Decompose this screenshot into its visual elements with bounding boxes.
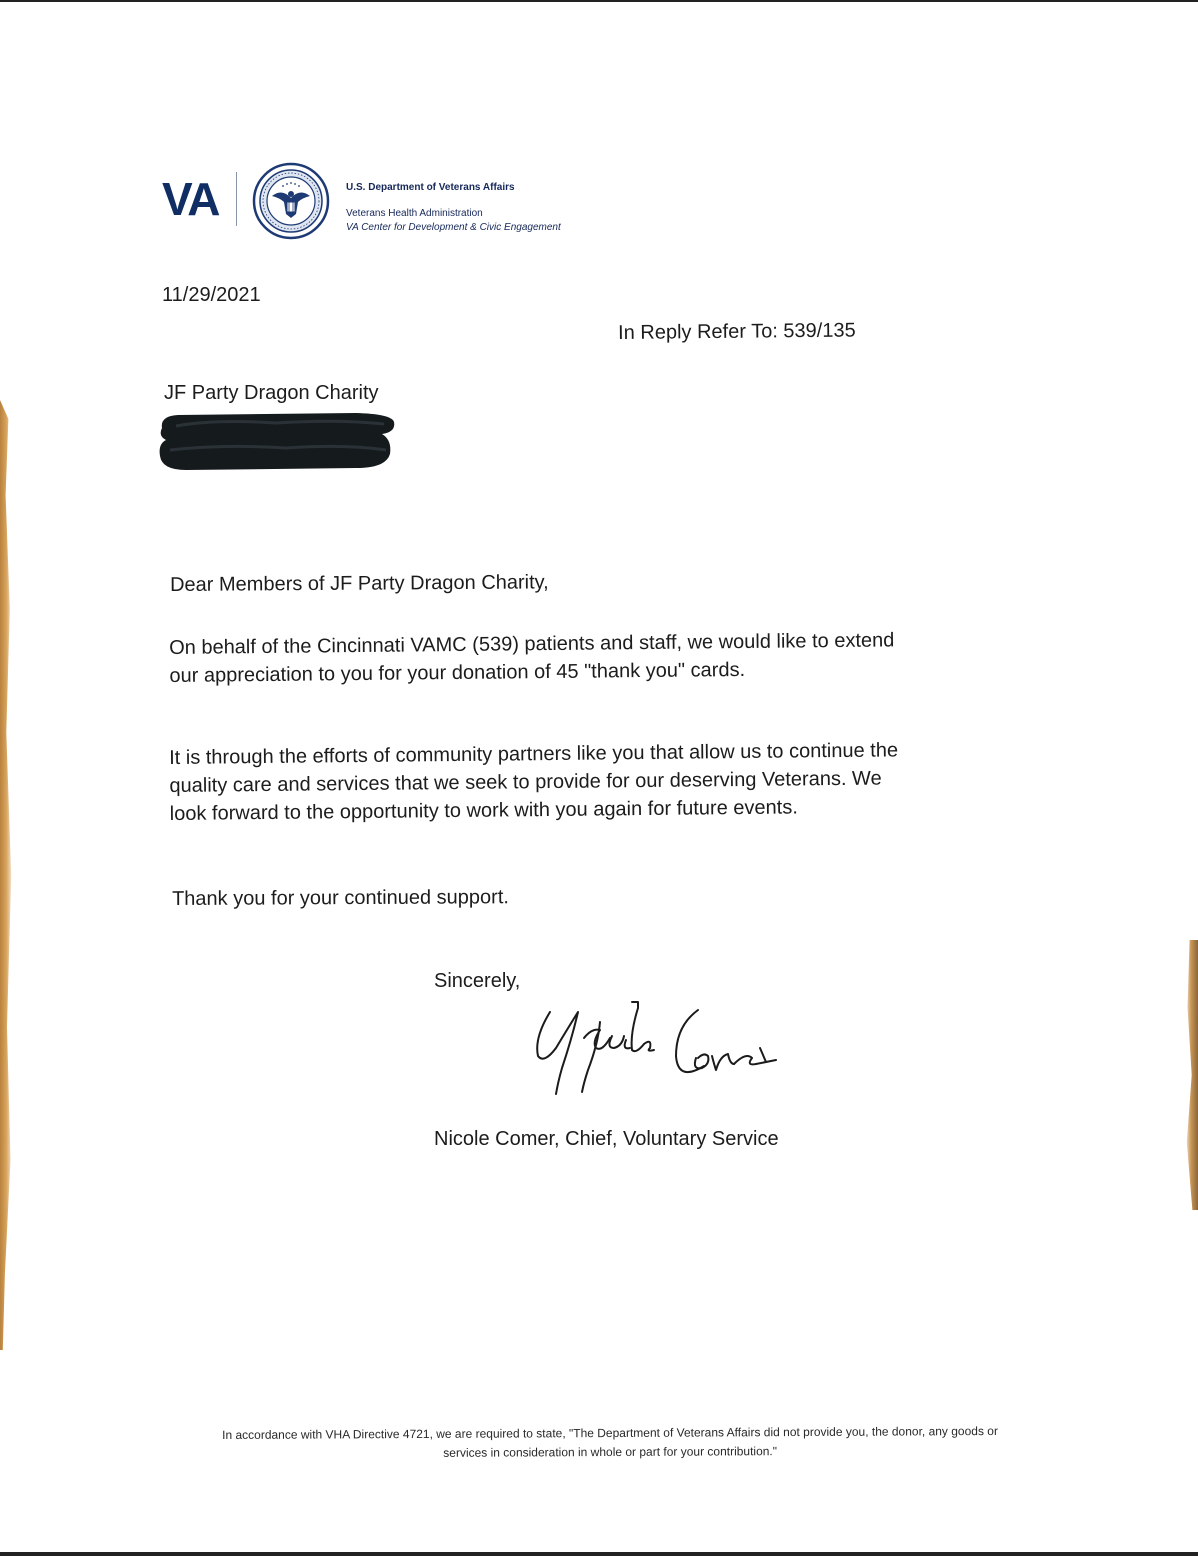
paragraph-line: look forward to the opportunity to work with you again for future events. xyxy=(169,796,798,825)
recipient-name: JF Party Dragon Charity xyxy=(164,382,379,404)
letterhead-divider xyxy=(236,172,237,226)
page-edge-bottom xyxy=(0,1552,1198,1556)
paragraph-appreciation xyxy=(169,626,895,690)
va-seal-icon xyxy=(252,162,330,240)
letterhead xyxy=(160,158,620,242)
letter-date: 11/29/2021 xyxy=(162,284,261,306)
wood-background-right xyxy=(1184,940,1198,1210)
greeting: Dear Members of JF Party Dragon Charity, xyxy=(170,571,549,596)
center-name: VA Center for Development & Civic Engagement xyxy=(346,222,561,233)
paragraph-line: quality care and services that we seek to provide for our deserving Veterans. We xyxy=(169,767,882,797)
wood-background-left xyxy=(0,400,14,1350)
page-edge-top xyxy=(0,0,1198,2)
va-logo-text: VA xyxy=(162,173,219,225)
handwritten-signature xyxy=(526,998,790,1106)
paragraph-line: It is through the efforts of community partners like you that allow us to continue the xyxy=(169,739,899,769)
footer-line: services in consideration in whole or part for your contribution." xyxy=(443,1444,778,1460)
administration-name: Veterans Health Administration xyxy=(346,208,483,219)
signer-name: Nicole Comer, Chief, Voluntary Service xyxy=(434,1128,779,1150)
footer-line: In accordance with VHA Directive 4721, we are required to state, "The Department of Veterans Affairs did not provide you, the donor, any goods or xyxy=(222,1423,998,1443)
donation-disclaimer xyxy=(150,1422,1070,1465)
paragraph-line: On behalf of the Cincinnati VAMC (539) patients and staff, we would like to extend xyxy=(169,629,895,659)
paragraph-line: our appreciation to you for your donation of 45 "thank you" cards. xyxy=(169,658,746,687)
closing: Sincerely, xyxy=(434,970,521,992)
thanks-line: Thank you for your continued support. xyxy=(172,886,509,910)
reply-reference: In Reply Refer To: 539/135 xyxy=(618,319,856,344)
redacted-address xyxy=(156,410,396,472)
paragraph-partnership xyxy=(169,736,899,828)
department-name: U.S. Department of Veterans Affairs xyxy=(346,182,515,193)
